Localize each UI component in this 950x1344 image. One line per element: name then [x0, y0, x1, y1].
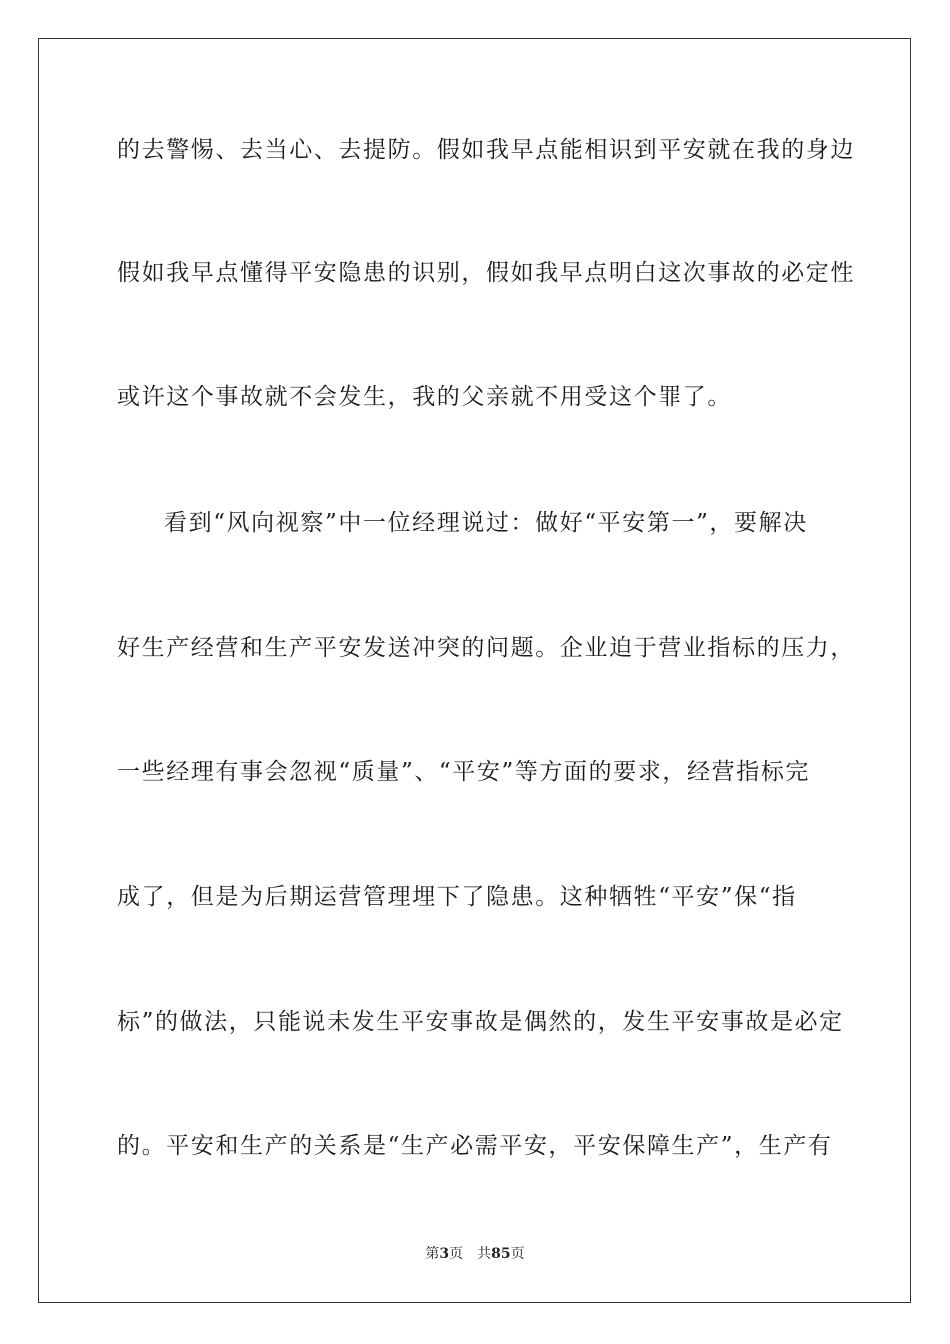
page-number: 3 — [439, 1246, 450, 1262]
total-prefix: 共 — [477, 1246, 492, 1262]
page-footer — [0, 1244, 950, 1264]
body-text-line-1: 的去警惕、去当心、去提防。假如我早点能相识到平安就在我的身边 — [117, 137, 855, 163]
body-text-line-9: 的。平安和生产的关系是“生产必需平安，平安保障生产”，生产有 — [117, 1133, 833, 1159]
paragraph-start-line-4: 看到“风向视察”中一位经理说过：做好“平安第一”，要解决 — [164, 510, 808, 536]
body-text-line-6: 一些经理有事会忽视“质量”、“平安”等方面的要求，经营指标完 — [117, 759, 811, 785]
body-text-line-3: 或许这个事故就不会发生，我的父亲就不用受这个罪了。 — [117, 384, 732, 410]
body-text-line-5: 好生产经营和生产平安发送冲突的问题。企业迫于营业指标的压力， — [117, 635, 855, 661]
page-suffix: 页 — [449, 1246, 464, 1262]
page-prefix: 第 — [425, 1246, 440, 1262]
total-suffix: 页 — [510, 1246, 525, 1262]
total-pages: 85 — [491, 1246, 511, 1262]
page-border — [38, 38, 911, 1303]
body-text-line-2: 假如我早点懂得平安隐患的识别，假如我早点明白这次事故的必定性 — [117, 260, 855, 286]
body-text-line-8: 标”的做法，只能说未发生平安事故是偶然的，发生平安事故是必定 — [117, 1009, 844, 1035]
body-text-line-7: 成了，但是为后期运营管理埋下了隐患。这种牺牲“平安”保“指 — [117, 884, 797, 910]
